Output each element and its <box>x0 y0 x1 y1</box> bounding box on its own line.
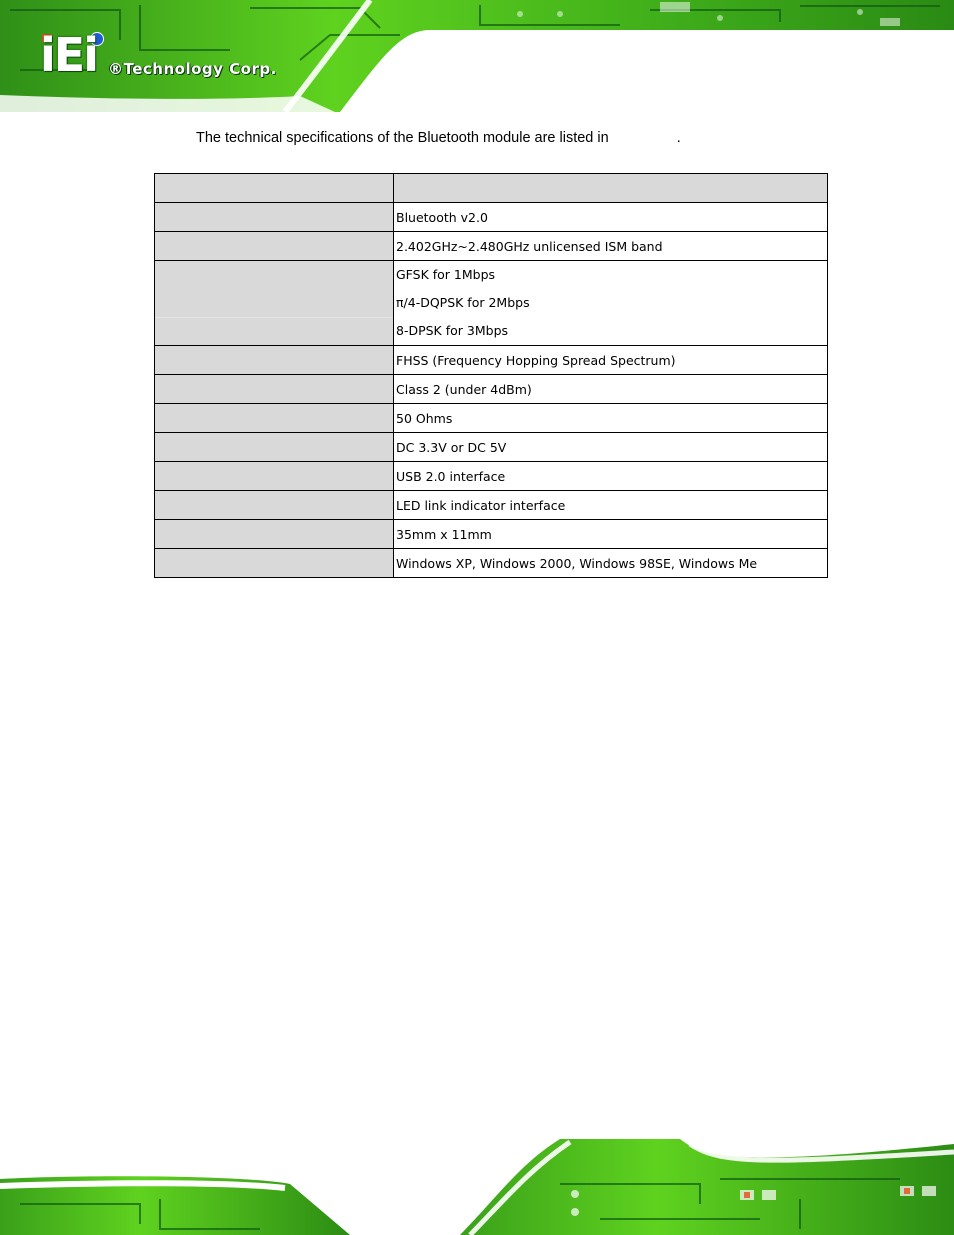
header-cell-detail <box>394 174 828 203</box>
row-value: FHSS (Frequency Hopping Spread Spectrum) <box>394 346 828 375</box>
table-row <box>155 462 828 491</box>
table-row <box>155 491 828 520</box>
table-row <box>155 261 828 346</box>
row-value: 50 Ohms <box>394 404 828 433</box>
row-label <box>155 491 394 520</box>
row-value-line: 8-DPSK for 3Mbps <box>396 323 509 338</box>
table-row <box>155 375 828 404</box>
page-header <box>0 0 954 112</box>
company-logo <box>38 30 298 85</box>
row-value-line: GFSK for 1Mbps <box>396 267 496 282</box>
table-row <box>155 433 828 462</box>
intro-text: The technical specifications of the Bluetooth module are listed in <box>196 130 609 146</box>
table-row <box>155 404 828 433</box>
row-value: LED link indicator interface <box>394 491 828 520</box>
row-label <box>155 549 394 578</box>
page-footer <box>0 1124 954 1235</box>
table-row <box>155 203 828 232</box>
header-cell-specification <box>155 174 394 203</box>
row-label <box>155 346 394 375</box>
intro-end: . <box>676 130 681 146</box>
row-value: 35mm x 11mm <box>394 520 828 549</box>
bluetooth-spec-table <box>154 173 828 578</box>
logo-company-name: ®Technology Corp. <box>108 60 277 78</box>
row-value: Windows XP, Windows 2000, Windows 98SE, Windows Me <box>394 549 828 578</box>
row-label <box>155 232 394 261</box>
row-label <box>155 433 394 462</box>
intro-paragraph <box>196 130 681 146</box>
table-row <box>155 346 828 375</box>
row-label <box>155 520 394 549</box>
row-label <box>155 404 394 433</box>
row-value-multi <box>394 261 828 346</box>
table-header-row <box>155 174 828 203</box>
row-label <box>155 261 394 346</box>
row-value: Bluetooth v2.0 <box>394 203 828 232</box>
row-value-line: π/4-DQPSK for 2Mbps <box>396 295 530 310</box>
logo-mark: iEi <box>40 28 97 82</box>
row-label <box>155 462 394 491</box>
row-label <box>155 375 394 404</box>
footer-pcb-graphic <box>0 1124 954 1235</box>
row-value: USB 2.0 interface <box>394 462 828 491</box>
table-row <box>155 520 828 549</box>
row-value: DC 3.3V or DC 5V <box>394 433 828 462</box>
row-value: 2.402GHz~2.480GHz unlicensed ISM band <box>394 232 828 261</box>
table-row <box>155 549 828 578</box>
row-label <box>155 203 394 232</box>
row-value: Class 2 (under 4dBm) <box>394 375 828 404</box>
table-row <box>155 232 828 261</box>
